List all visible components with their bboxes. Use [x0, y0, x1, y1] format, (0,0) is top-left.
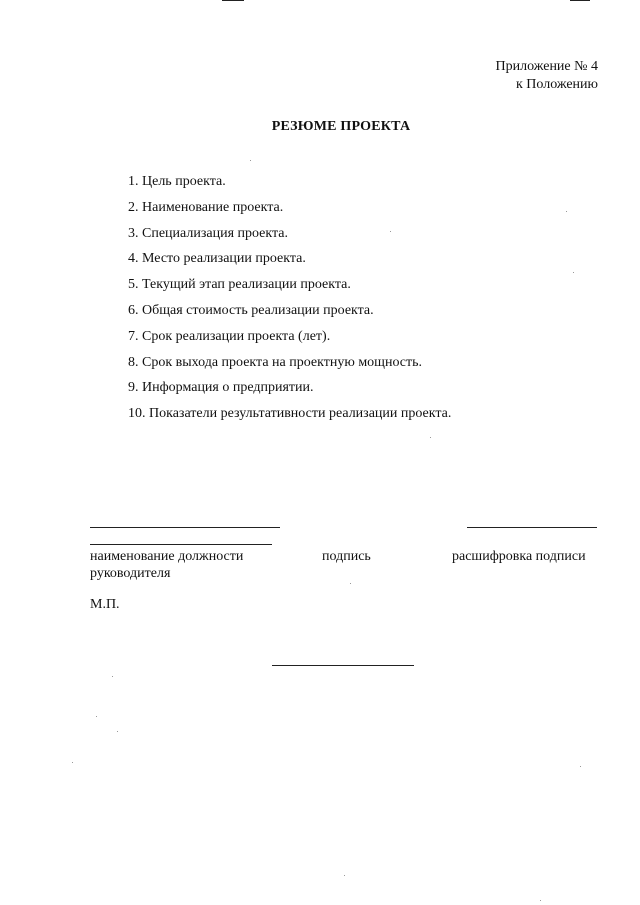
signature-label: подпись: [322, 549, 371, 564]
scan-speck: [112, 676, 113, 677]
scan-speck: [566, 211, 567, 212]
scan-speck: [540, 900, 541, 901]
list-item: 9. Информация о предприятии.: [128, 380, 314, 396]
signature-line-position-lower: [90, 544, 272, 545]
signature-line-decryption: [467, 527, 597, 528]
list-item: 2. Наименование проекта.: [128, 199, 284, 215]
document-title: РЕЗЮМЕ ПРОЕКТА: [271, 119, 411, 134]
position-label: [90, 548, 243, 582]
decryption-label: расшифровка подписи: [452, 549, 586, 564]
position-label-line-1: наименование должности: [90, 549, 244, 564]
scan-speck: [573, 272, 574, 273]
resume-items-list: [128, 172, 451, 430]
list-item: 3. Специализация проекта.: [128, 225, 289, 241]
list-item: 1. Цель проекта.: [128, 174, 226, 189]
scan-speck: [250, 160, 251, 161]
scan-speck: [580, 766, 581, 767]
scan-speck: [96, 716, 97, 717]
list-item: 10. Показатели результативности реализации проекта.: [128, 406, 452, 422]
list-item: 6. Общая стоимость реализации проекта.: [128, 302, 374, 318]
stamp-place-label: М.П.: [90, 597, 120, 612]
list-item: 8. Срок выхода проекта на проектную мощность.: [128, 354, 423, 370]
scan-speck: [117, 731, 118, 732]
list-item: 5. Текущий этап реализации проекта.: [128, 277, 351, 293]
appendix-header: [496, 58, 599, 94]
scan-speck: [72, 762, 73, 763]
scan-speck: [344, 875, 345, 876]
position-label-line-2: руководителя: [90, 566, 171, 581]
list-item: 4. Место реализации проекта.: [128, 251, 306, 267]
appendix-line-2: к Положению: [515, 77, 598, 92]
scan-speck: [350, 583, 351, 584]
top-mark-left: [222, 0, 244, 1]
list-item: 7. Срок реализации проекта (лет).: [128, 328, 331, 344]
top-mark-right: [570, 0, 590, 1]
signature-line-position-upper: [90, 527, 280, 528]
bottom-line: [272, 665, 414, 666]
scan-speck: [430, 437, 431, 438]
scan-speck: [390, 231, 391, 232]
appendix-line-1: Приложение № 4: [495, 59, 598, 74]
